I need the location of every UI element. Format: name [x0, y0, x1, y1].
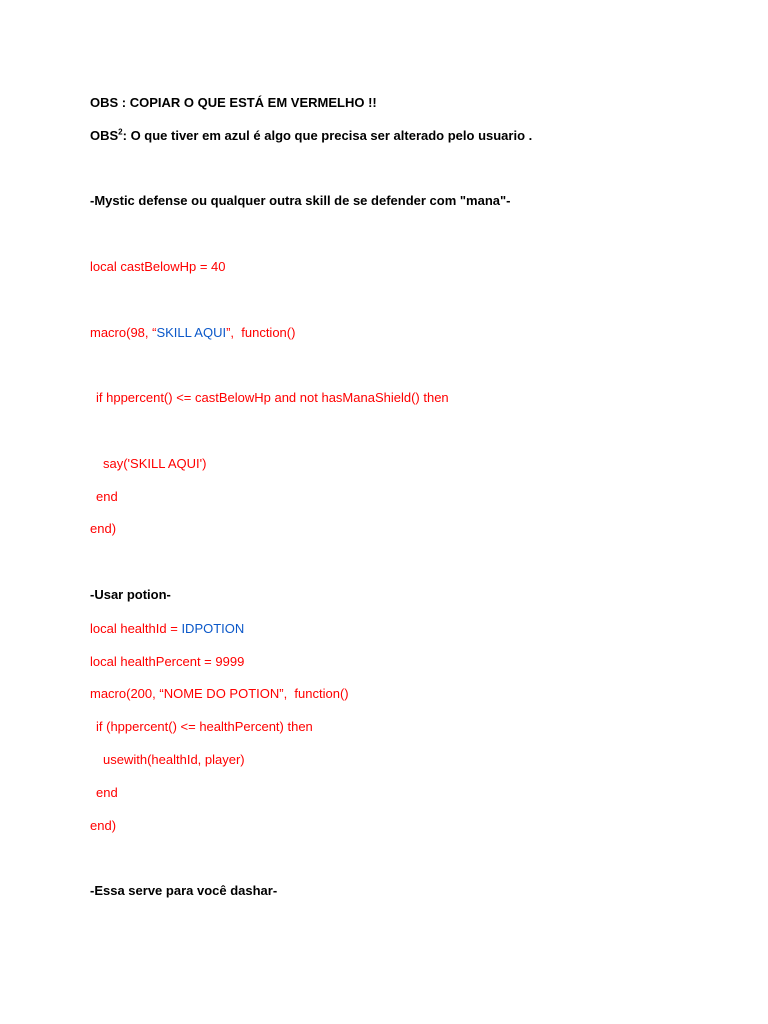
code-line: macro(200, “NOME DO POTION”, function() [90, 686, 349, 701]
obs2-prefix: OBS [90, 128, 119, 143]
code-line: end) [90, 521, 117, 536]
code-line: usewith(healthId, player) [103, 752, 245, 767]
code-fragment: macro(98, “ [90, 325, 157, 340]
code-line: end [96, 489, 118, 504]
code-line: local healthPercent = 9999 [90, 654, 245, 669]
code-line: say('SKILL AQUI') [103, 456, 207, 471]
code-line: end [96, 785, 118, 800]
code-line [90, 621, 244, 637]
obs2-text: : O que tiver em azul é algo que precisa ser alterado pelo usuario . [122, 128, 533, 143]
code-line: end) [90, 818, 117, 833]
editable-skill-placeholder: SKILL AQUI [156, 325, 227, 340]
code-fragment: local healthId = [90, 621, 182, 636]
code-fragment: ”, function() [226, 325, 296, 340]
obs-blue-note [90, 128, 532, 144]
editable-potion-id: IDPOTION [181, 621, 245, 636]
section-heading-potion: -Usar potion- [90, 587, 171, 602]
section-heading-mystic-defense: -Mystic defense ou qualquer outra skill de se defender com "mana"- [90, 193, 511, 208]
code-line-macro [90, 325, 295, 341]
section-heading-dash: -Essa serve para você dashar- [90, 883, 278, 898]
code-line: if (hppercent() <= healthPercent) then [96, 719, 313, 734]
obs-copy-red-note: OBS : COPIAR O QUE ESTÁ EM VERMELHO !! [90, 95, 377, 110]
obs2-superscript: 2 [118, 127, 123, 137]
code-line: local castBelowHp = 40 [90, 259, 226, 274]
code-line: if hppercent() <= castBelowHp and not hasManaShield() then [96, 390, 449, 405]
